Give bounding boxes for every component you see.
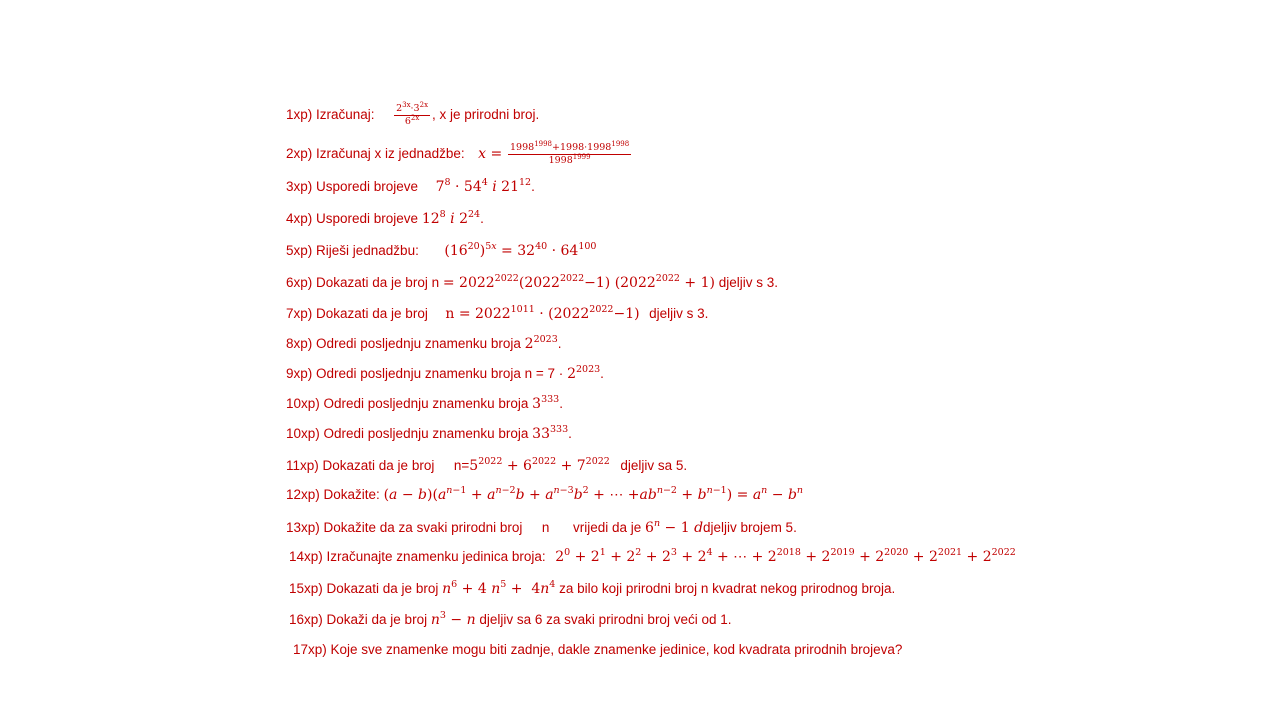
problem-6: 6xp) Dokazati da je broj $n = 2022^{2022}(2022^{2022}-1) (2022^{2022} + 1)$ djeljiv s 3.: [286, 273, 779, 291]
problem-7: 7xp) Dokazati da je broj $n = 2022^{1011} \cdot (2022^{2022}-1)$ djeljiv s 3.: [286, 304, 709, 322]
problem-14: 14xp) Izračunajte znamenku jedinica broja: $2^0 + 2^1 + 2^2 + 2^3 + 2^4$ + ⋯ + $2^{2018} + 2^{2019} + 2^{2020} + 2^{2021} + 2^{2022}$: [289, 547, 1016, 565]
problem-10b: 10xp) Odredi posljednju znamenku broja $33^{333}$.: [286, 424, 572, 442]
formula-10b: $33^{333}$: [532, 424, 569, 442]
problem-11: 11xp) Dokazati da je broj $n=5^{2022} + 6^{2022} + 7^{2022}$ djeljiv sa 5.: [286, 456, 688, 474]
formula-13: $6^n - 1$ d: [645, 518, 704, 536]
formula-16: $n^3 - n$: [430, 610, 476, 628]
formula-15: $n^6 + 4$ $n^5 + 4n^4$: [442, 579, 556, 597]
formula-5: $(16^{20})^{5x} = 32^{40} \cdot 64^{100}$: [444, 241, 597, 259]
formula-12: $(a - b)(a^{n-1} + a^{n-2}b + a^{n-3}b^2$ + ⋯ $+ab^{n-2} + b^{n-1}) = a^n - b^n$: [383, 485, 804, 503]
formula-7: $n = 2022^{1011} \cdot (2022^{2022}-1)$: [445, 304, 640, 322]
problem-17: 17xp) Koje sve znamenke mogu biti zadnje, dakle znamenke jedinice, kod kvadrata prirodnih brojeva?: [293, 642, 903, 657]
problem-3: 3xp) Usporedi brojeve $7^8 \cdot 54^4$ i $21^{12}$.: [286, 177, 535, 195]
problem-1: 1xp) Izračunaj: $\frac{2^{3x}\cdot 3^{2x}}{6^{2x}}$ , x je prirodni broj.: [286, 101, 540, 127]
formula-4: $12^8$ i $2^{24}$: [421, 209, 481, 227]
problem-8: 8xp) Odredi posljednju znamenku broja $2^{2023}$.: [286, 334, 562, 352]
problem-10a: 10xp) Odredi posljednju znamenku broja $3^{333}$.: [286, 394, 563, 412]
formula-14: $2^0 + 2^1 + 2^2 + 2^3 + 2^4$ + ⋯ + $2^{2018} + 2^{2019} + 2^{2020} + 2^{2021} + 2^{2022}$: [555, 547, 1016, 565]
problem-9: 9xp) Odredi posljednju znamenku broja $n = 7 \cdot 2^{2023}$.: [286, 364, 604, 382]
problem-4: 4xp) Usporedi brojeve $12^8$ i $2^{24}$.: [286, 209, 484, 227]
formula-1: $\frac{2^{3x}\cdot 3^{2x}}{6^{2x}}$: [396, 101, 429, 127]
formula-10a: $3^{333}$: [532, 394, 560, 412]
formula-2: x =: [478, 146, 503, 163]
formula-3: $7^8 \cdot 54^4$ i $21^{12}$: [435, 177, 532, 195]
formula-11: $5^{2022} + 6^{2022} + 7^{2022}$: [469, 456, 610, 474]
problem-5: 5xp) Riješi jednadžbu: $(16^{20})^{5x} = 32^{40} \cdot 64^{100}$: [286, 241, 597, 259]
formula-8: $2^{2023}$: [524, 334, 558, 352]
problem-12: 12xp) Dokažite: $(a - b)(a^{n-1} + a^{n-2}b + a^{n-3}b^2$ + ⋯ $+ab^{n-2} + b^{n-1}) = a^n - b^n$: [286, 485, 804, 503]
problem-13: 13xp) Dokažite da za svaki prirodni broj n vrijedi da je $6^n - 1$ ddjeljiv brojem 5.: [286, 518, 797, 536]
formula-6: = $2022^{2022}(2022^{2022}-1) (2022^{2022} + 1)$: [442, 273, 715, 291]
problem-15: 15xp) Dokazati da je broj $n^6 + 4$ $n^5 + 4n^4$ za bilo koji prirodni broj n kvadrat nekog prirodnog broja.: [289, 579, 896, 597]
problem-2: 2xp) Izračunaj x iz jednadžbe: x = $\frac{1998^{1998}+1998\cdot 1998^{1998}}{1998^{1999}}$: [286, 140, 630, 166]
problem-16: 16xp) Dokaži da je broj $n^3 - n$ djeljiv sa 6 za svaki prirodni broj veći od 1.: [289, 610, 732, 628]
formula-9: $2^{2023}$: [567, 364, 601, 382]
